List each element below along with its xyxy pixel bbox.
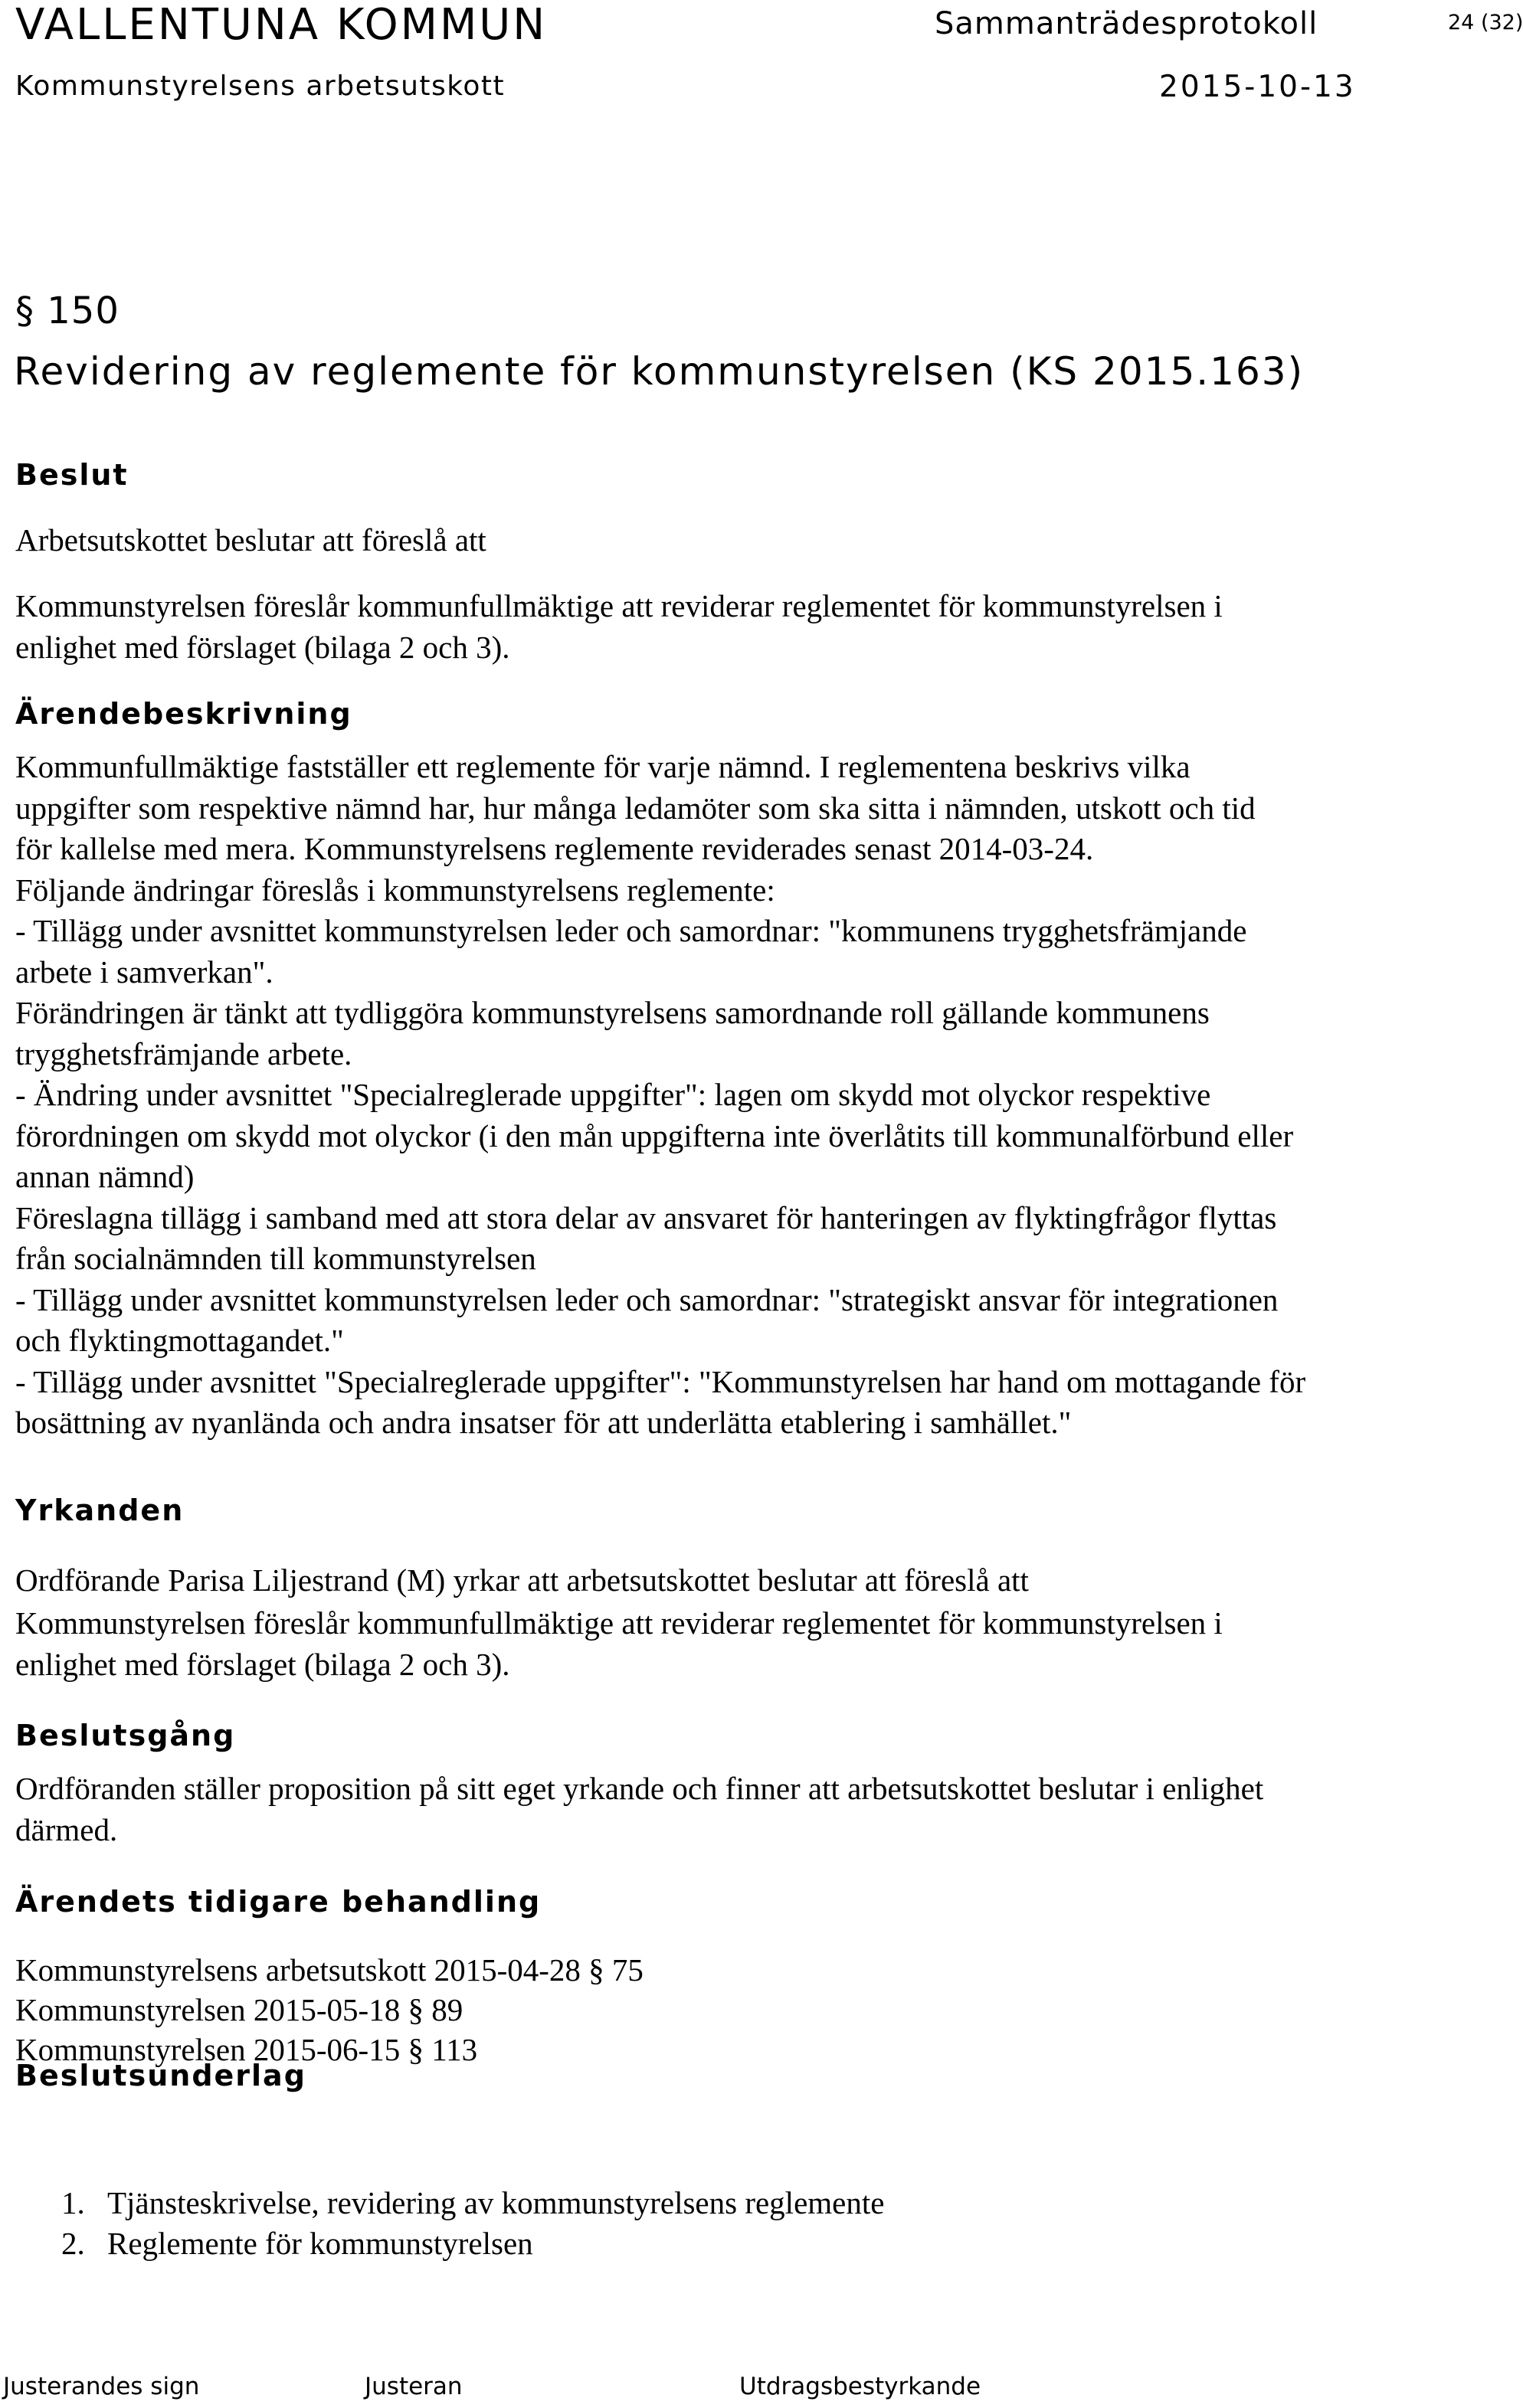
text-line: Ordförande Parisa Liljestrand (M) yrkar att arbetsutskottet beslutar att föreslå att: [15, 1562, 1029, 1598]
text-line: Föreslagna tillägg i samband med att stora delar av ansvaret för hanteringen av flyktingfrågor flyttas: [15, 1199, 1277, 1235]
text-line: Följande ändringar föreslås i kommunstyrelsens reglemente:: [15, 872, 775, 908]
heading-beslutsgang: Beslutsgång: [15, 1719, 236, 1752]
text-line: - Ändring under avsnittet "Specialreglerade uppgifter": lagen om skydd mot olyckor respektive: [15, 1077, 1211, 1112]
beslutsgang-text: [15, 1768, 1471, 1850]
text-line: arbete i samverkan".: [15, 954, 273, 990]
text-line: - Tillägg under avsnittet "Specialreglerade uppgifter": "Kommunstyrelsen har hand om mottagande för: [15, 1363, 1306, 1399]
text-line: enlighet med förslaget (bilaga 2 och 3).: [15, 1646, 510, 1682]
footer-utdrag-label: Utdragsbestyrkande: [739, 2373, 981, 2400]
beslut-text: [15, 586, 1471, 668]
text-line: uppgifter som respektive nämnd har, hur många ledamöter som ska sitta i nämnden, utskott och tid: [15, 790, 1256, 826]
text-line: Kommunfullmäktige fastställer ett reglemente för varje nämnd. I reglementena beskrivs vilka: [15, 749, 1191, 784]
section-title: Revidering av reglemente för kommunstyrelsen (KS 2015.163): [14, 349, 1305, 394]
paragraph-number: § 150: [15, 290, 120, 332]
page-number: 24 (32): [1448, 11, 1523, 34]
text-line: förordningen om skydd mot olyckor (i den mån uppgifterna inte överlåtits till kommunalförbund eller: [15, 1117, 1294, 1153]
list-number: 1.: [61, 2185, 85, 2220]
footer-sign-label: Justerandes sign: [3, 2373, 200, 2400]
heading-arendebeskrivning: Ärendebeskrivning: [15, 697, 352, 731]
text-line: - Tillägg under avsnittet kommunstyrelsen leder och samordnar: "strategiskt ansvar för integrationen: [15, 1281, 1279, 1317]
beslut-intro: [15, 520, 1471, 561]
text-line: - Tillägg under avsnittet kommunstyrelsen leder och samordnar: "kommunens trygghetsfrämjande: [15, 913, 1247, 948]
list-item-text: Tjänsteskrivelse, revidering av kommunstyrelsens reglemente: [107, 2185, 885, 2220]
text-line: Kommunstyrelsen föreslår kommunfullmäktige att reviderar reglementet för kommunstyrelsen i: [15, 1605, 1223, 1641]
text-line: bosättning av nyanlända och andra insatser för att underlätta etablering i samhället.": [15, 1405, 1072, 1440]
text-line: Arbetsutskottet beslutar att föreslå att: [15, 522, 486, 558]
footer-justeran-label: Justeran: [365, 2373, 463, 2400]
text-line: Förändringen är tänkt att tydliggöra kommunstyrelsens samordnande roll gällande kommunens: [15, 995, 1210, 1030]
tidigare-behandling-list: [15, 1950, 1471, 2069]
list-item: Kommunstyrelsen 2015-05-18 § 89: [15, 1992, 463, 2027]
heading-yrkanden: Yrkanden: [15, 1494, 185, 1527]
list-item: [15, 2223, 884, 2264]
text-line: för kallelse med mera. Kommunstyrelsens reglemente reviderades senast 2014-03-24.: [15, 831, 1094, 866]
arendebeskrivning-text: [15, 747, 1471, 1444]
list-item: [15, 2183, 884, 2223]
heading-beslutsunderlag: Beslutsunderlag: [15, 2059, 306, 2092]
yrkanden-intro: [15, 1560, 1471, 1602]
list-item: Kommunstyrelsens arbetsutskott 2015-04-28 § 75: [15, 1952, 644, 1988]
municipality-name: VALLENTUNA KOMMUN: [15, 0, 548, 50]
text-line: annan nämnd): [15, 1159, 195, 1194]
committee-name: Kommunstyrelsens arbetsutskott: [15, 70, 506, 102]
text-line: enlighet med förslaget (bilaga 2 och 3).: [15, 629, 510, 665]
list-item-text: Reglemente för kommunstyrelsen: [107, 2226, 533, 2261]
protocol-type: Sammanträdesprotokoll: [935, 6, 1318, 41]
text-line: från socialnämnden till kommunstyrelsen: [15, 1241, 536, 1276]
heading-beslut: Beslut: [15, 458, 129, 492]
heading-tidigare-behandling: Ärendets tidigare behandling: [15, 1885, 542, 1919]
text-line: Kommunstyrelsen föreslår kommunfullmäktige att reviderar reglementet för kommunstyrelsen i: [15, 588, 1223, 623]
text-line: trygghetsfrämjande arbete.: [15, 1036, 352, 1071]
yrkanden-text: [15, 1603, 1471, 1685]
text-line: därmed.: [15, 1811, 118, 1847]
list-item: Kommunstyrelsen 2015-06-15 § 113: [15, 2032, 478, 2067]
meeting-date: 2015-10-13: [1159, 70, 1356, 104]
text-line: och flyktingmottagandet.": [15, 1323, 344, 1358]
beslutsunderlag-list: [15, 2183, 884, 2264]
list-number: 2.: [61, 2226, 85, 2261]
text-line: Ordföranden ställer proposition på sitt eget yrkande och finner att arbetsutskottet beslutar i enlighet: [15, 1771, 1264, 1806]
